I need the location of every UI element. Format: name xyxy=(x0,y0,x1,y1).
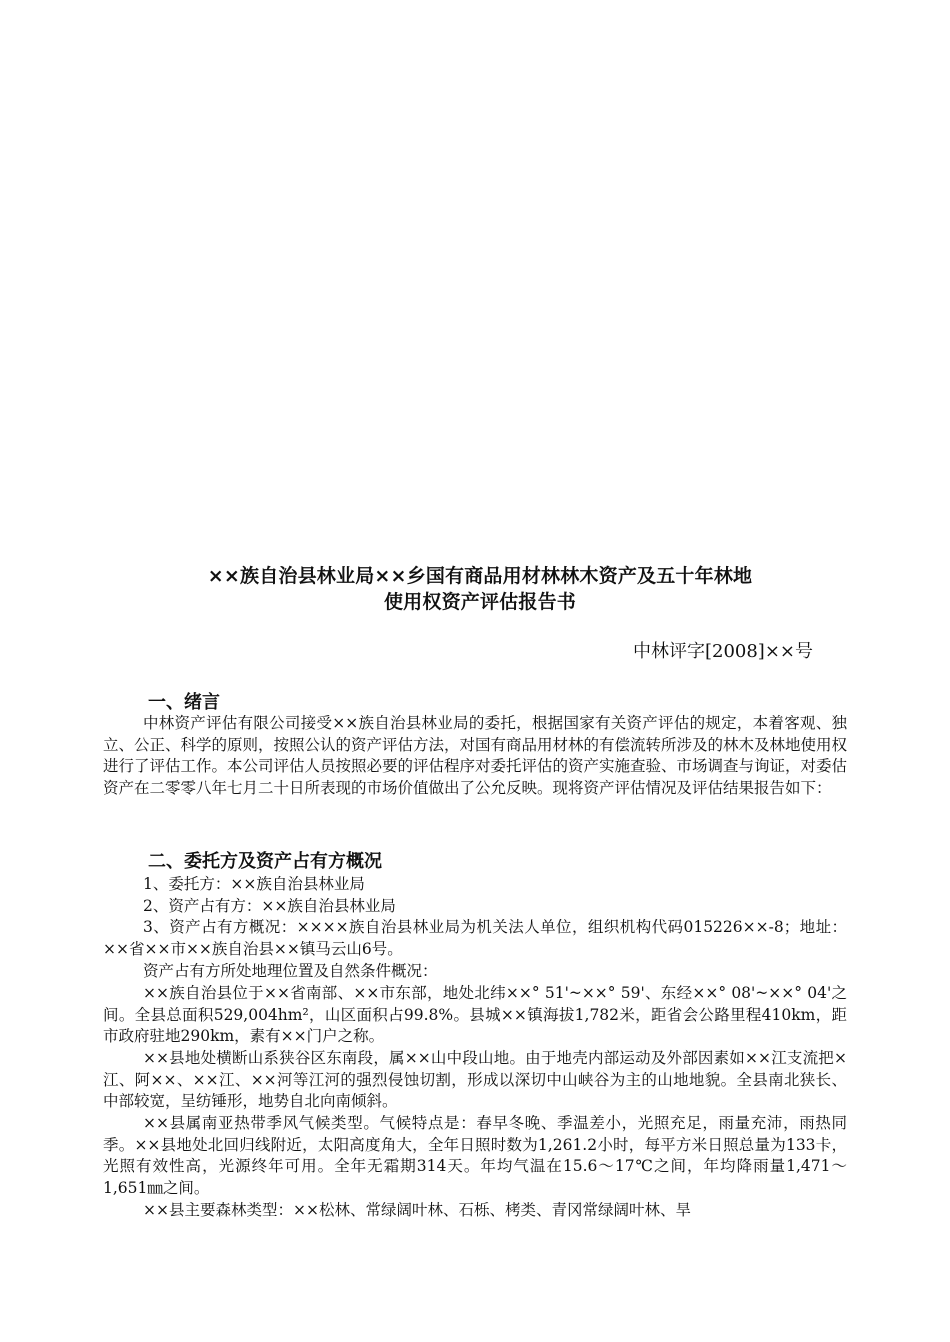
list-item-asset-holder: 2、资产占有方：××族自治县林业局 xyxy=(143,897,396,915)
climate-paragraph: ××县属南亚热带季风气候类型。气候特点是：春早冬晚、季温差小，光照充足，雨量充沛，雨热同季。××县地处北回归线附近，太阳高度角大，全年日照时数为1,261.2小时，每平方米日照总量为133卡，光照有效性高，光源终年可用。全年无霜期314天。年均气温在15.6～17℃之间，年均降雨量1,471～1,651㎜之间。 xyxy=(103,1114,847,1197)
report-title xyxy=(110,563,850,615)
list-item-client: 1、委托方：××族自治县林业局 xyxy=(143,875,365,893)
introduction-paragraph: 中林资产评估有限公司接受××族自治县林业局的委托，根据国家有关资产评估的规定，本着客观、独立、公正、科学的原则，按照公认的资产评估方法，对国有商品用材林的有偿流转所涉及的林木及林地使用权进行了评估工作。本公司评估人员按照必要的评估程序对委托评估的资产实施查验、市场调查与询证，对委估资产在二零零八年七月二十日所表现的市场价值做出了公允反映。现将资产评估情况及评估结果报告如下： xyxy=(103,714,848,797)
forest-types-paragraph: ××县主要森林类型：××松林、常绿阔叶林、石栎、栲类、青冈常绿阔叶林、旱 xyxy=(143,1201,691,1219)
section-heading-parties-overview: 二、委托方及资产占有方概况 xyxy=(148,851,382,872)
document-number: 中林评字[2008]××号 xyxy=(632,641,813,662)
geography-subheading: 资产占有方所处地理位置及自然条件概况： xyxy=(143,962,438,980)
report-title-line-2: 使用权资产评估报告书 xyxy=(383,591,576,613)
location-paragraph: ××族自治县位于××省南部、××市东部，地处北纬××° 51'~××° 59'、东经××° 08'~××° 04'之间。全县总面积529,004hm²，山区面积占99.8%。县城××镇海拔1,782米，距省会公路里程410km，距市政府驻地290km，素有××门户之称。 xyxy=(103,984,847,1046)
terrain-paragraph: ××县地处横断山系狭谷区东南段，属××山中段山地。由于地壳内部运动及外部因素如××江支流把×江、阿××、××江、××河等江河的强烈侵蚀切割，形成以深切中山峡谷为主的山地地貌。全县南北狭长、中部较宽，呈纺锤形，地势自北向南倾斜。 xyxy=(103,1049,847,1111)
list-item-asset-holder-overview: 3、资产占有方概况：××××族自治县林业局为机关法人单位，组织机构代码015226××-8；地址：××省××市××族自治县××镇马云山6号。 xyxy=(103,918,847,958)
report-title-line-1: ××族自治县林业局××乡国有商品用材林林木资产及五十年林地 xyxy=(207,565,753,587)
section-heading-introduction: 一、绪言 xyxy=(148,692,220,713)
